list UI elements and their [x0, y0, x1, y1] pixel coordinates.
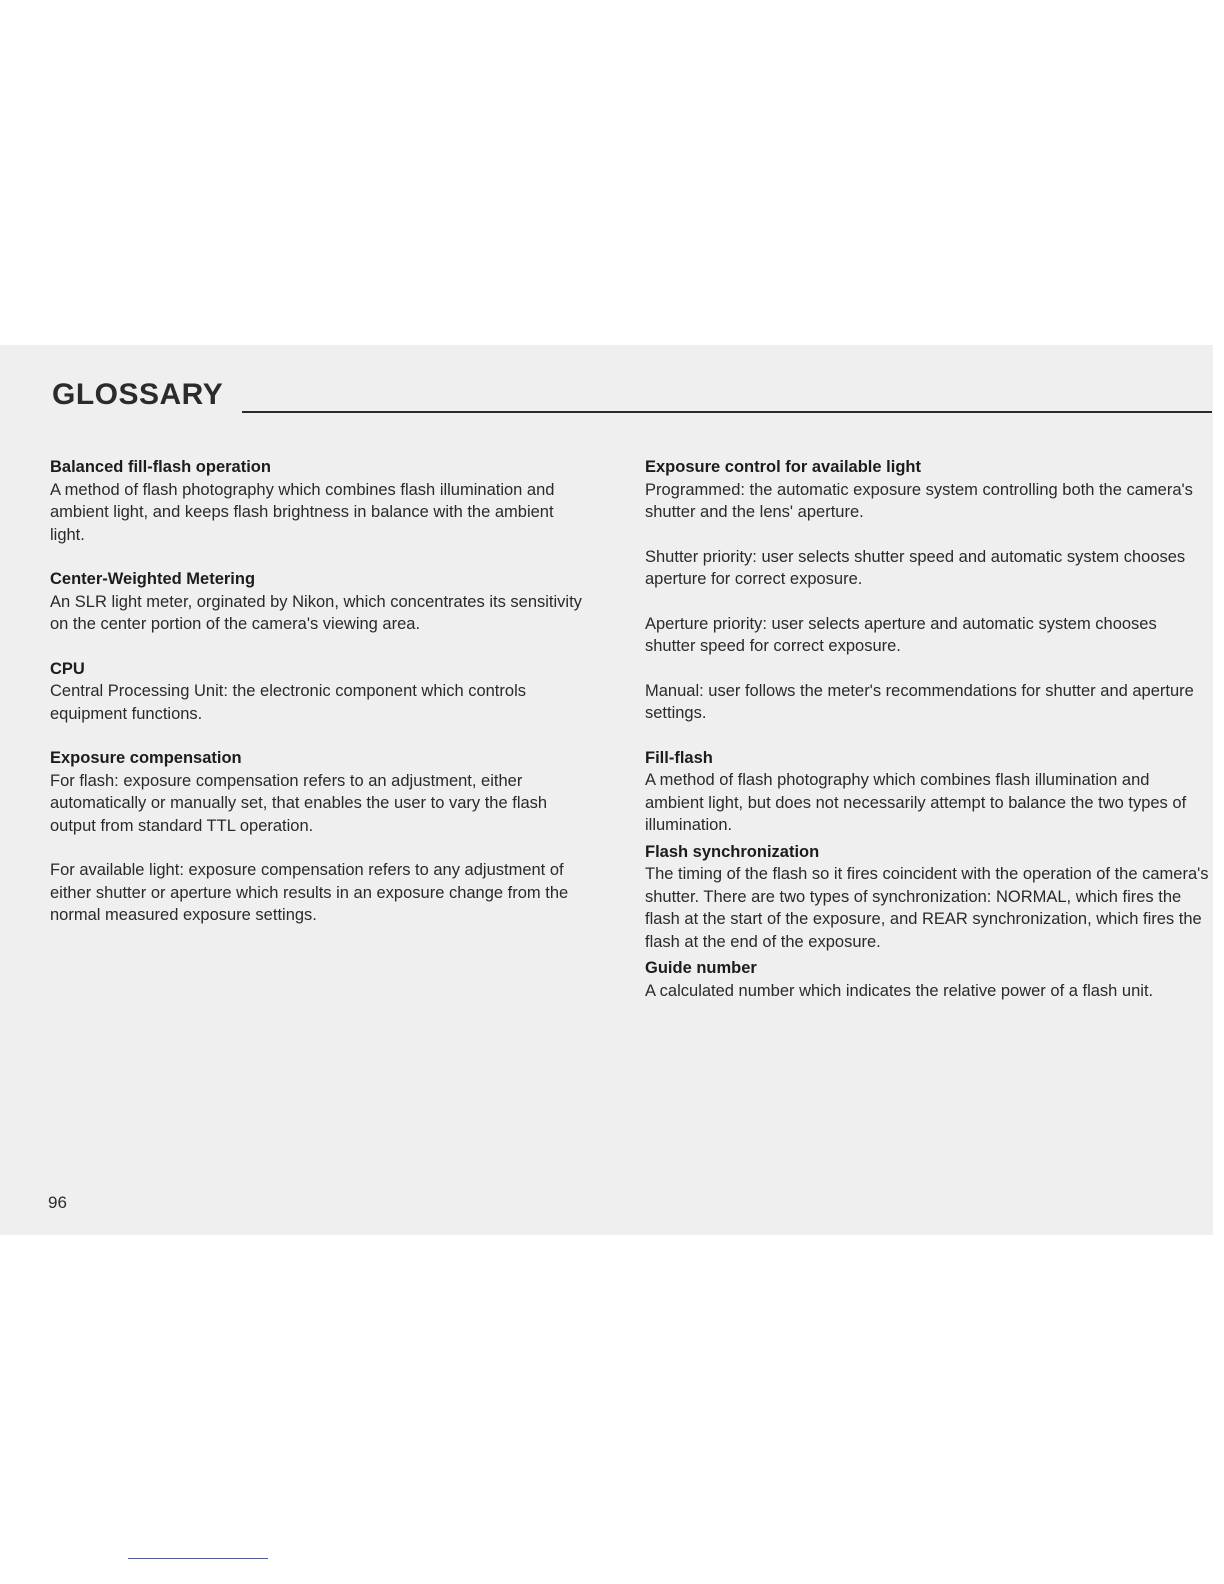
glossary-entry-balanced-fill-flash — [50, 456, 590, 546]
entry-term: Flash synchronization — [645, 842, 820, 861]
entry-definition: The timing of the flash so it fires coincident with the operation of the camera's shutter. There are two types of synchronization: NORMAL, which fires the flash at the start of the exposure, and REAR synchronization, which fires the flash at the end of the exposure. — [645, 865, 1209, 951]
right-column — [645, 456, 1210, 1006]
entry-definition: A calculated number which indicates the relative power of a flash unit. — [645, 981, 1154, 1000]
glossary-entry-flash-sync — [645, 841, 1210, 954]
glossary-entry-fill-flash — [645, 747, 1210, 837]
entry-term: Exposure compensation — [50, 749, 242, 767]
entry-definition: An SLR light meter, orginated by Nikon, which concentrates its sensitivity on the center portion of the camera's viewing area. — [50, 592, 582, 633]
entry-definition: Aperture priority: user selects aperture and automatic system chooses shutter speed for correct exposure. — [645, 614, 1157, 655]
entry-definition: A method of flash photography which combines flash illumination and ambient light, and keeps flash brightness in balance with the ambient light. — [50, 480, 555, 544]
left-column — [50, 456, 590, 931]
title-rule — [242, 411, 1212, 413]
entry-definition: Central Processing Unit: the electronic component which controls equipment functions. — [50, 682, 526, 723]
entry-definition: A method of flash photography which combines flash illumination and ambient light, but does not necessarily attempt to balance the two types of illumination. — [645, 771, 1187, 834]
footer-rule — [128, 1558, 268, 1559]
page-number: 96 — [48, 1193, 67, 1212]
glossary-entry-guide-number — [645, 957, 1210, 1002]
entry-term: Center-Weighted Metering — [50, 570, 256, 588]
glossary-entry-exposure-control — [645, 456, 1210, 725]
entry-term: Balanced fill-flash operation — [50, 458, 271, 476]
entry-definition: Programmed: the automatic exposure system controlling both the camera's shutter and the lens' aperture. — [645, 480, 1193, 521]
page-title: GLOSSARY — [52, 378, 224, 411]
glossary-entry-exposure-compensation — [50, 747, 590, 927]
entry-definition: For flash: exposure compensation refers to an adjustment, either automatically or manually set, that enables the user to vary the flash output from standard TTL operation. — [50, 771, 548, 835]
entry-term: CPU — [50, 659, 85, 678]
entry-term: Fill-flash — [645, 748, 713, 767]
entry-term: Exposure control for available light — [645, 458, 921, 476]
page-header — [52, 378, 1212, 418]
entry-definition: Manual: user follows the meter's recommendations for shutter and aperture settings. — [645, 681, 1194, 722]
glossary-entry-center-weighted — [50, 568, 590, 636]
glossary-entry-cpu — [50, 658, 590, 726]
entry-term: Guide number — [645, 959, 757, 977]
entry-definition: For available light: exposure compensation refers to any adjustment of either shutter or aperture which results in an exposure change from the normal measured exposure settings. — [50, 861, 569, 924]
entry-definition: Shutter priority: user selects shutter speed and automatic system chooses aperture for correct exposure. — [645, 547, 1186, 588]
